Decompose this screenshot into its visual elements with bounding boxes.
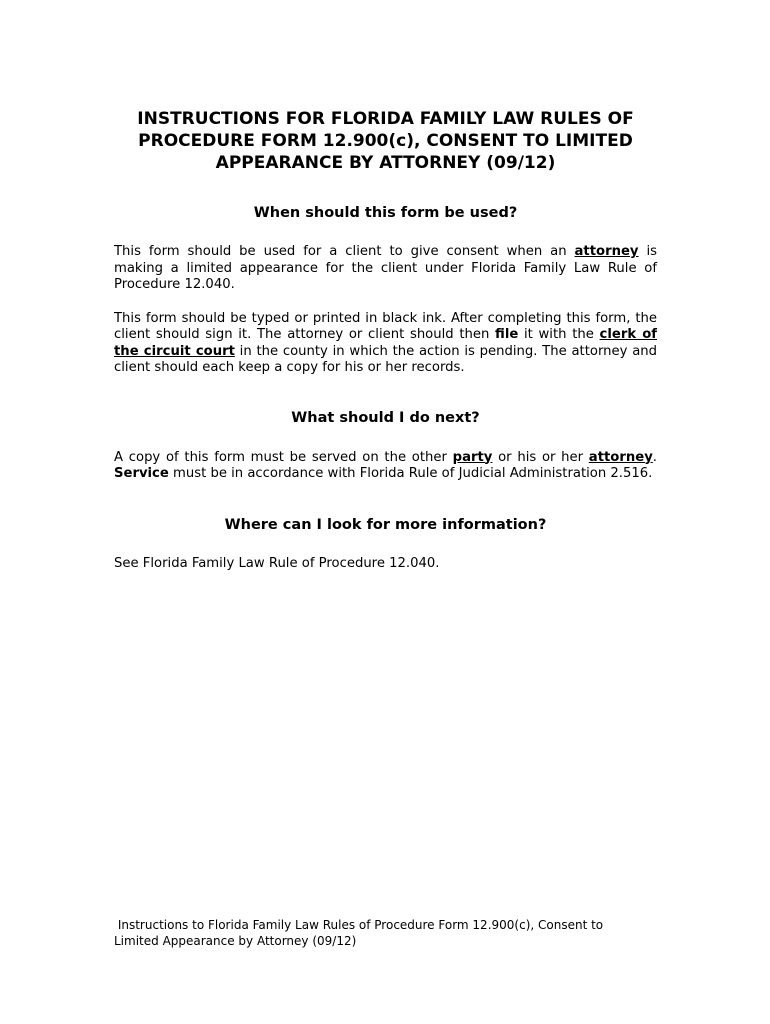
text: This form should be used for a client to give consent when an [114, 244, 575, 259]
text: it with the [518, 327, 600, 342]
paragraph-info: See Florida Family Law Rule of Procedure 12.040. [114, 555, 440, 571]
text: or his or her [492, 449, 589, 465]
text: in the county in which the action is pending. The attorney and client should each keep a copy for his or her records. [114, 343, 658, 375]
section-heading-next: What should I do next? [291, 409, 480, 426]
section-heading-info: Where can I look for more information? [224, 516, 547, 533]
glossary-term-attorney: attorney [588, 449, 653, 465]
glossary-term-attorney: attorney [574, 244, 639, 259]
glossary-term-party: party [452, 449, 493, 465]
text: A copy of this form must be served on the other [114, 449, 453, 465]
paragraph-when-usage [114, 244, 657, 294]
glossary-term-file: file [495, 327, 519, 342]
page-footer: Instructions to Florida Family Law Rules of Procedure Form 12.900(c), Consent to Limited Appearance by Attorney (09/12) [114, 918, 607, 948]
glossary-term-service: Service [114, 466, 169, 481]
section-heading-when: When should this form be used? [253, 205, 518, 221]
page-title: INSTRUCTIONS FOR FLORIDA FAMILY LAW RULES OF PROCEDURE FORM 12.900(c), CONSENT TO LIMITED APPEARANCE BY ATTORNEY (09/12) [137, 109, 634, 173]
text: is making a limited appearance for the client under Florida Family Law Rule of Procedure 12.040. [114, 244, 657, 292]
paragraph-next-service [114, 450, 657, 483]
glossary-term-clerk: clerk of the circuit court [114, 327, 657, 359]
paragraph-when-filing [114, 311, 657, 377]
text: . [652, 449, 657, 465]
text: must be in accordance with Florida Rule of Judicial Administration 2.516. [168, 466, 653, 481]
document-body [114, 108, 657, 572]
text: This form should be typed or printed in black ink. After completing this form, the client should sign it. The attorney or client should then [114, 310, 657, 342]
